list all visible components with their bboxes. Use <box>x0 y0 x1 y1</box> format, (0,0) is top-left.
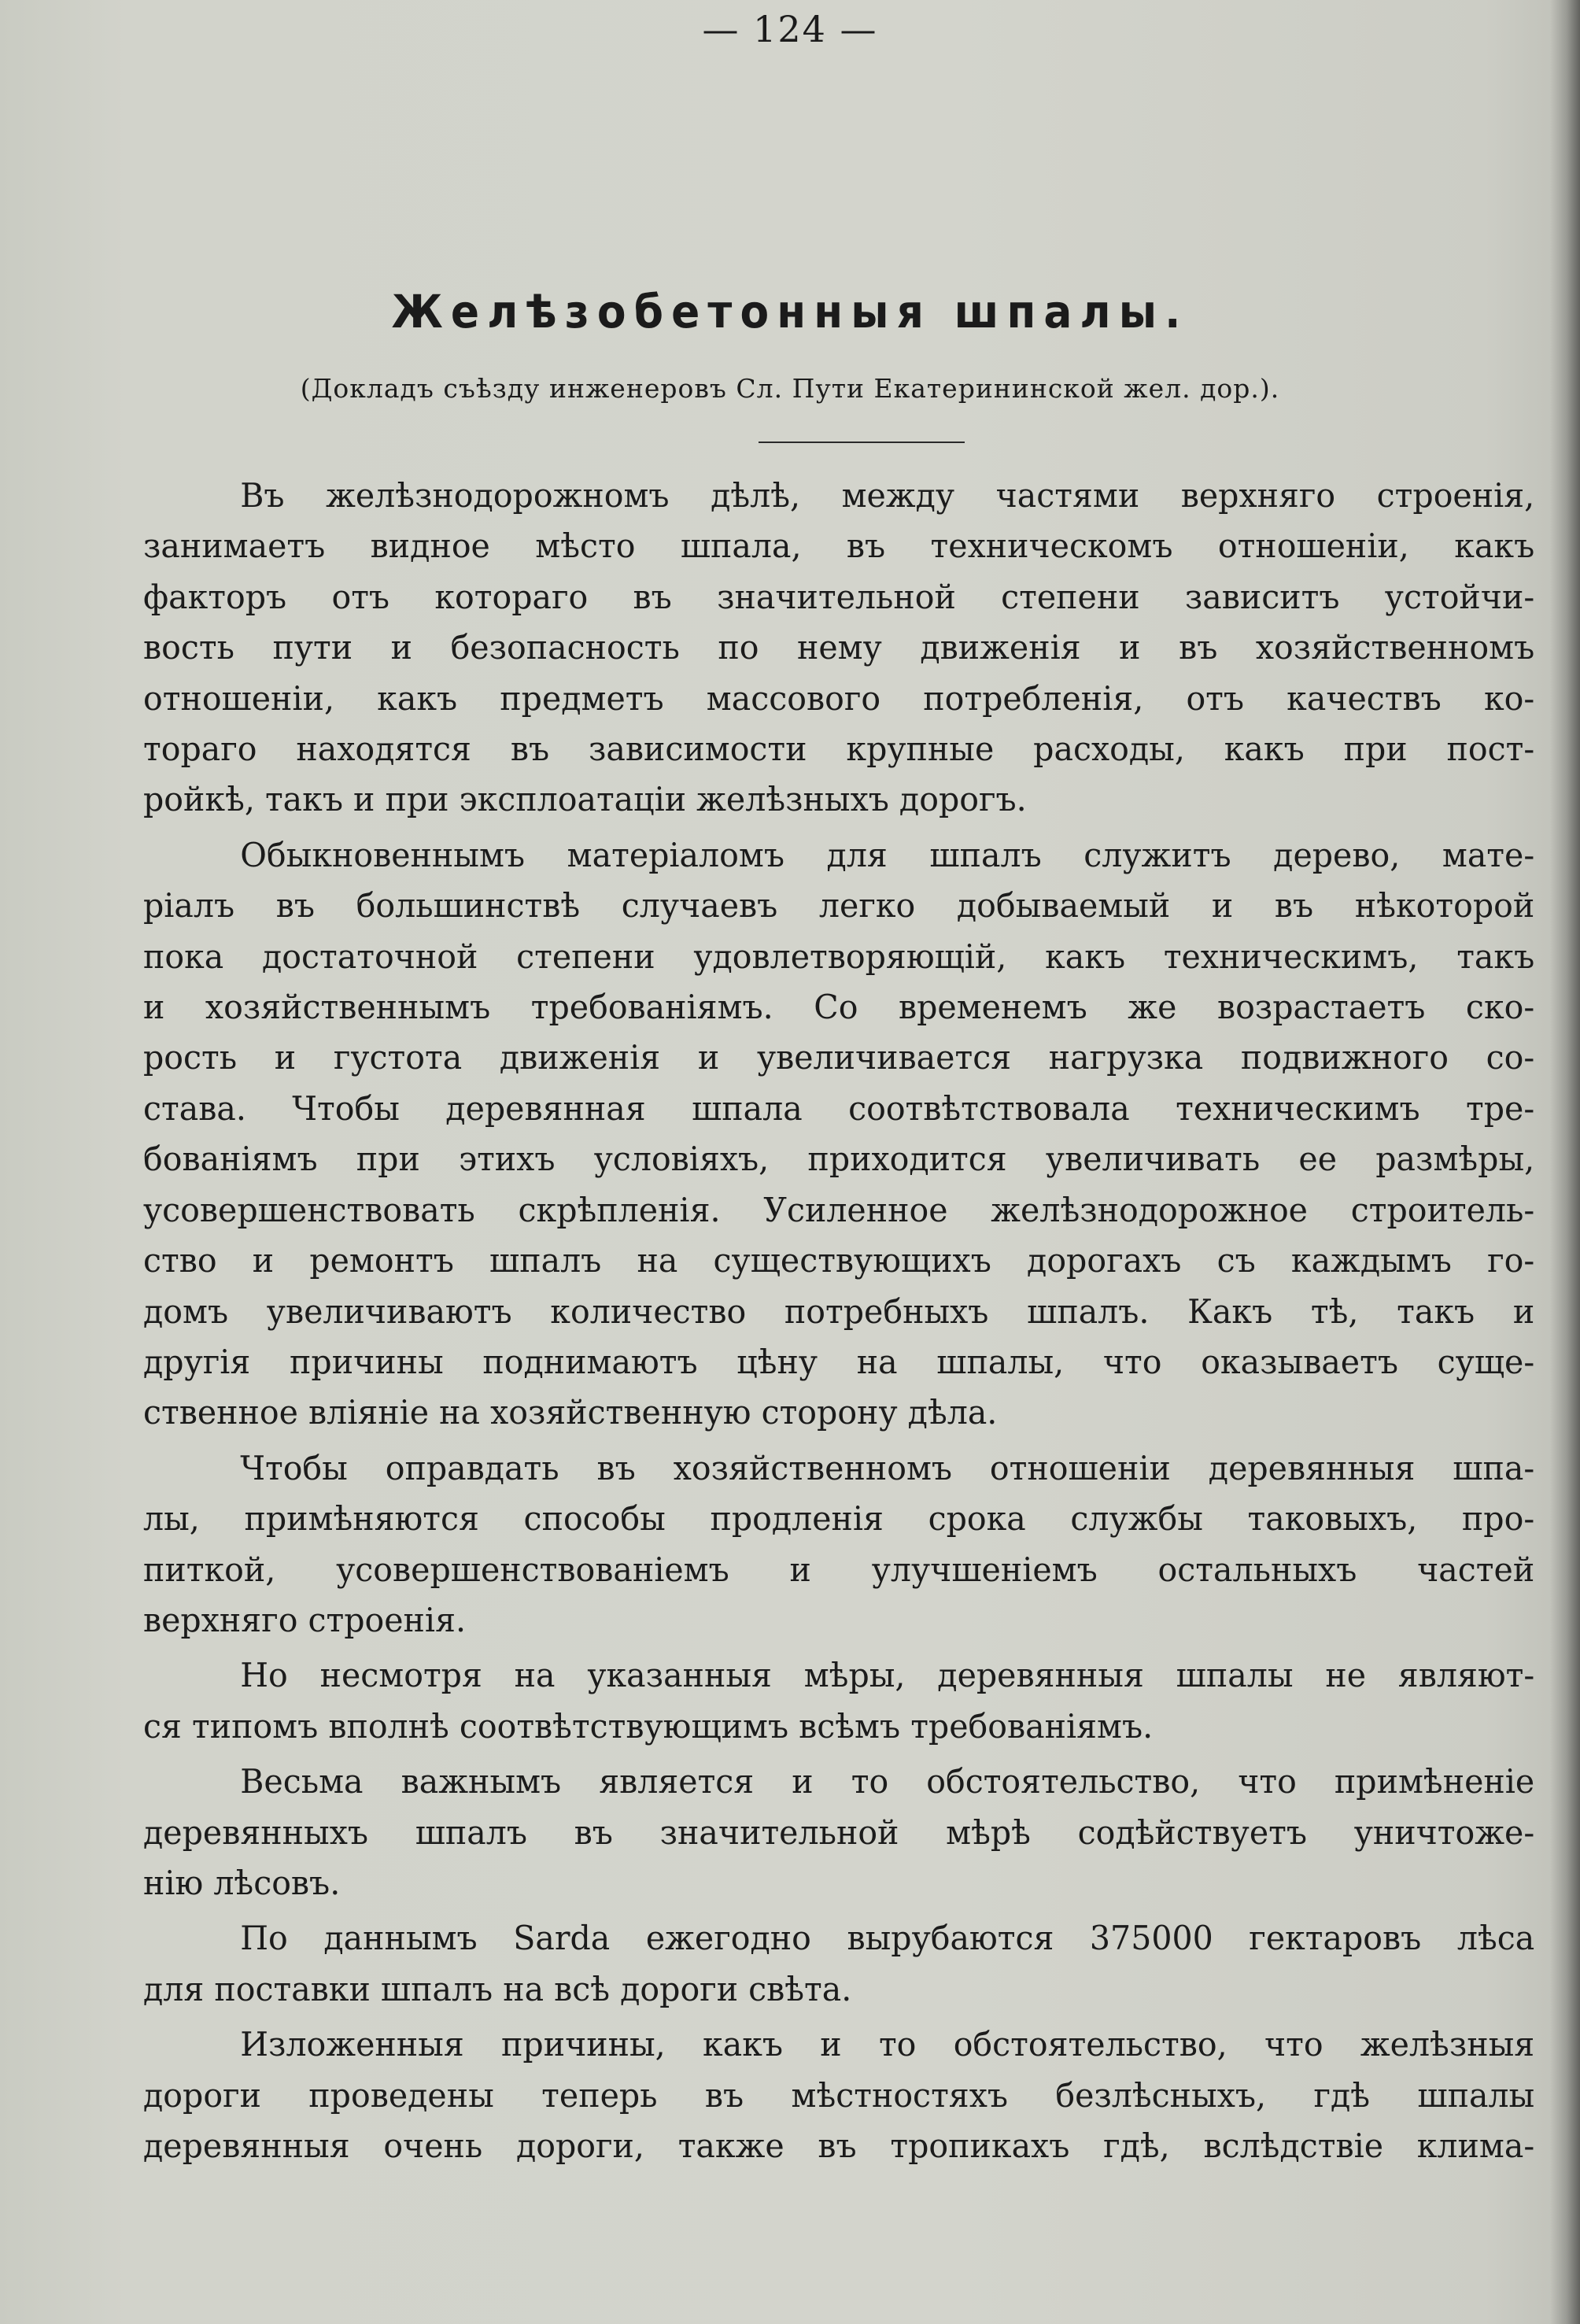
text-line: Въ желѣзнодорожномъ дѣлѣ, между частями верхняго строенія, <box>240 476 1535 515</box>
paragraph <box>143 830 1534 1439</box>
text-line: Чтобы оправдать въ хозяйственномъ отношеніи деревянныя шпа- <box>240 1448 1535 1487</box>
text-line: Обыкновеннымъ матеріаломъ для шпалъ служитъ дерево, мате- <box>240 835 1535 874</box>
page-number: — 124 — <box>702 8 878 50</box>
paragraph <box>143 2019 1534 2171</box>
text-line: пока достаточной степени удовлетворяющій, какъ техническимъ, такъ <box>143 937 1535 976</box>
paragraph <box>143 1913 1534 2015</box>
text-line: лы, примѣняются способы продленія срока службы таковыхъ, про- <box>143 1499 1535 1539</box>
text-line: ріалъ въ большинствѣ случаевъ легко добываемый и въ нѣкоторой <box>143 886 1535 926</box>
text-line: Весьма важнымъ является и то обстоятельство, что примѣненіе <box>240 1762 1535 1801</box>
text-line: вость пути и безопасность по нему движенія и въ хозяйственномъ <box>143 628 1535 667</box>
text-line: факторъ отъ котораго въ значительной степени зависитъ устойчи- <box>143 577 1535 616</box>
paragraph <box>143 1757 1534 1908</box>
text-line: домъ увеличиваютъ количество потребныхъ шпалъ. Какъ тѣ, такъ и <box>143 1291 1535 1331</box>
text-line: ство и ремонтъ шпалъ на существующихъ дорогахъ съ каждымъ го- <box>143 1241 1535 1280</box>
text-line: другія причины поднимаютъ цѣну на шпалы, что оказываетъ суще- <box>143 1342 1535 1381</box>
text-line: дороги проведены теперь въ мѣстностяхъ безлѣсныхъ, гдѣ шпалы <box>143 2075 1535 2115</box>
paragraph <box>143 1650 1534 1752</box>
article-title: Желѣзобетонныя шпалы. <box>391 285 1189 338</box>
text-line: отношеніи, какъ предметъ массового потребленія, отъ качествъ ко- <box>143 678 1535 718</box>
article-body <box>143 471 1534 2171</box>
text-line: ройкѣ, такъ и при эксплоатаціи желѣзныхъ дорогъ. <box>143 780 1027 819</box>
text-line: рость и густота движенія и увеличивается нагрузка подвижного со- <box>143 1038 1535 1077</box>
text-line: питкой, усовершенствованіемъ и улучшеніемъ остальныхъ частей <box>143 1550 1535 1589</box>
text-line: нію лѣсовъ. <box>143 1863 341 1902</box>
text-line: для поставки шпалъ на всѣ дороги свѣта. <box>143 1969 852 2008</box>
text-line: деревянныя очень дороги, также въ тропикахъ гдѣ, вслѣдствіе клима- <box>143 2126 1535 2165</box>
text-line: Изложенныя причины, какъ и то обстоятельство, что желѣзныя <box>240 2025 1535 2064</box>
text-line: деревянныхъ шпалъ въ значительной мѣрѣ содѣйствуетъ уничтоже- <box>143 1812 1535 1852</box>
text-line: тораго находятся въ зависимости крупные расходы, какъ при пост- <box>143 730 1535 769</box>
text-line: и хозяйственнымъ требованіямъ. Со временемъ же возрастаетъ ско- <box>143 988 1535 1027</box>
title-divider <box>759 442 965 443</box>
binding-edge-shadow <box>1550 0 1580 2324</box>
text-line: Но несмотря на указанныя мѣры, деревянныя шпалы не являют- <box>240 1656 1535 1695</box>
text-line: усовершенствовать скрѣпленія. Усиленное желѣзнодорожное строитель- <box>143 1190 1535 1229</box>
text-line: ственное вліяніе на хозяйственную сторону дѣла. <box>143 1393 998 1432</box>
paragraph <box>143 471 1534 826</box>
article-subtitle: (Докладъ съѣзду инженеровъ Сл. Пути Екатерининской жел. дор.). <box>300 373 1280 404</box>
text-line: става. Чтобы деревянная шпала соотвѣтствовала техническимъ тре- <box>143 1088 1535 1128</box>
text-line: ся типомъ вполнѣ соотвѣтствующимъ всѣмъ требованіямъ. <box>143 1706 1154 1746</box>
text-line: верхняго строенія. <box>143 1600 467 1639</box>
paragraph <box>143 1443 1534 1646</box>
text-line: бованіямъ при этихъ условіяхъ, приходится увеличивать ее размѣры, <box>143 1140 1535 1179</box>
text-line: занимаетъ видное мѣсто шпала, въ техническомъ отношеніи, какъ <box>143 527 1535 566</box>
text-line: По даннымъ Sarda ежегодно вырубаются 375000 гектаровъ лѣса <box>240 1919 1535 1958</box>
